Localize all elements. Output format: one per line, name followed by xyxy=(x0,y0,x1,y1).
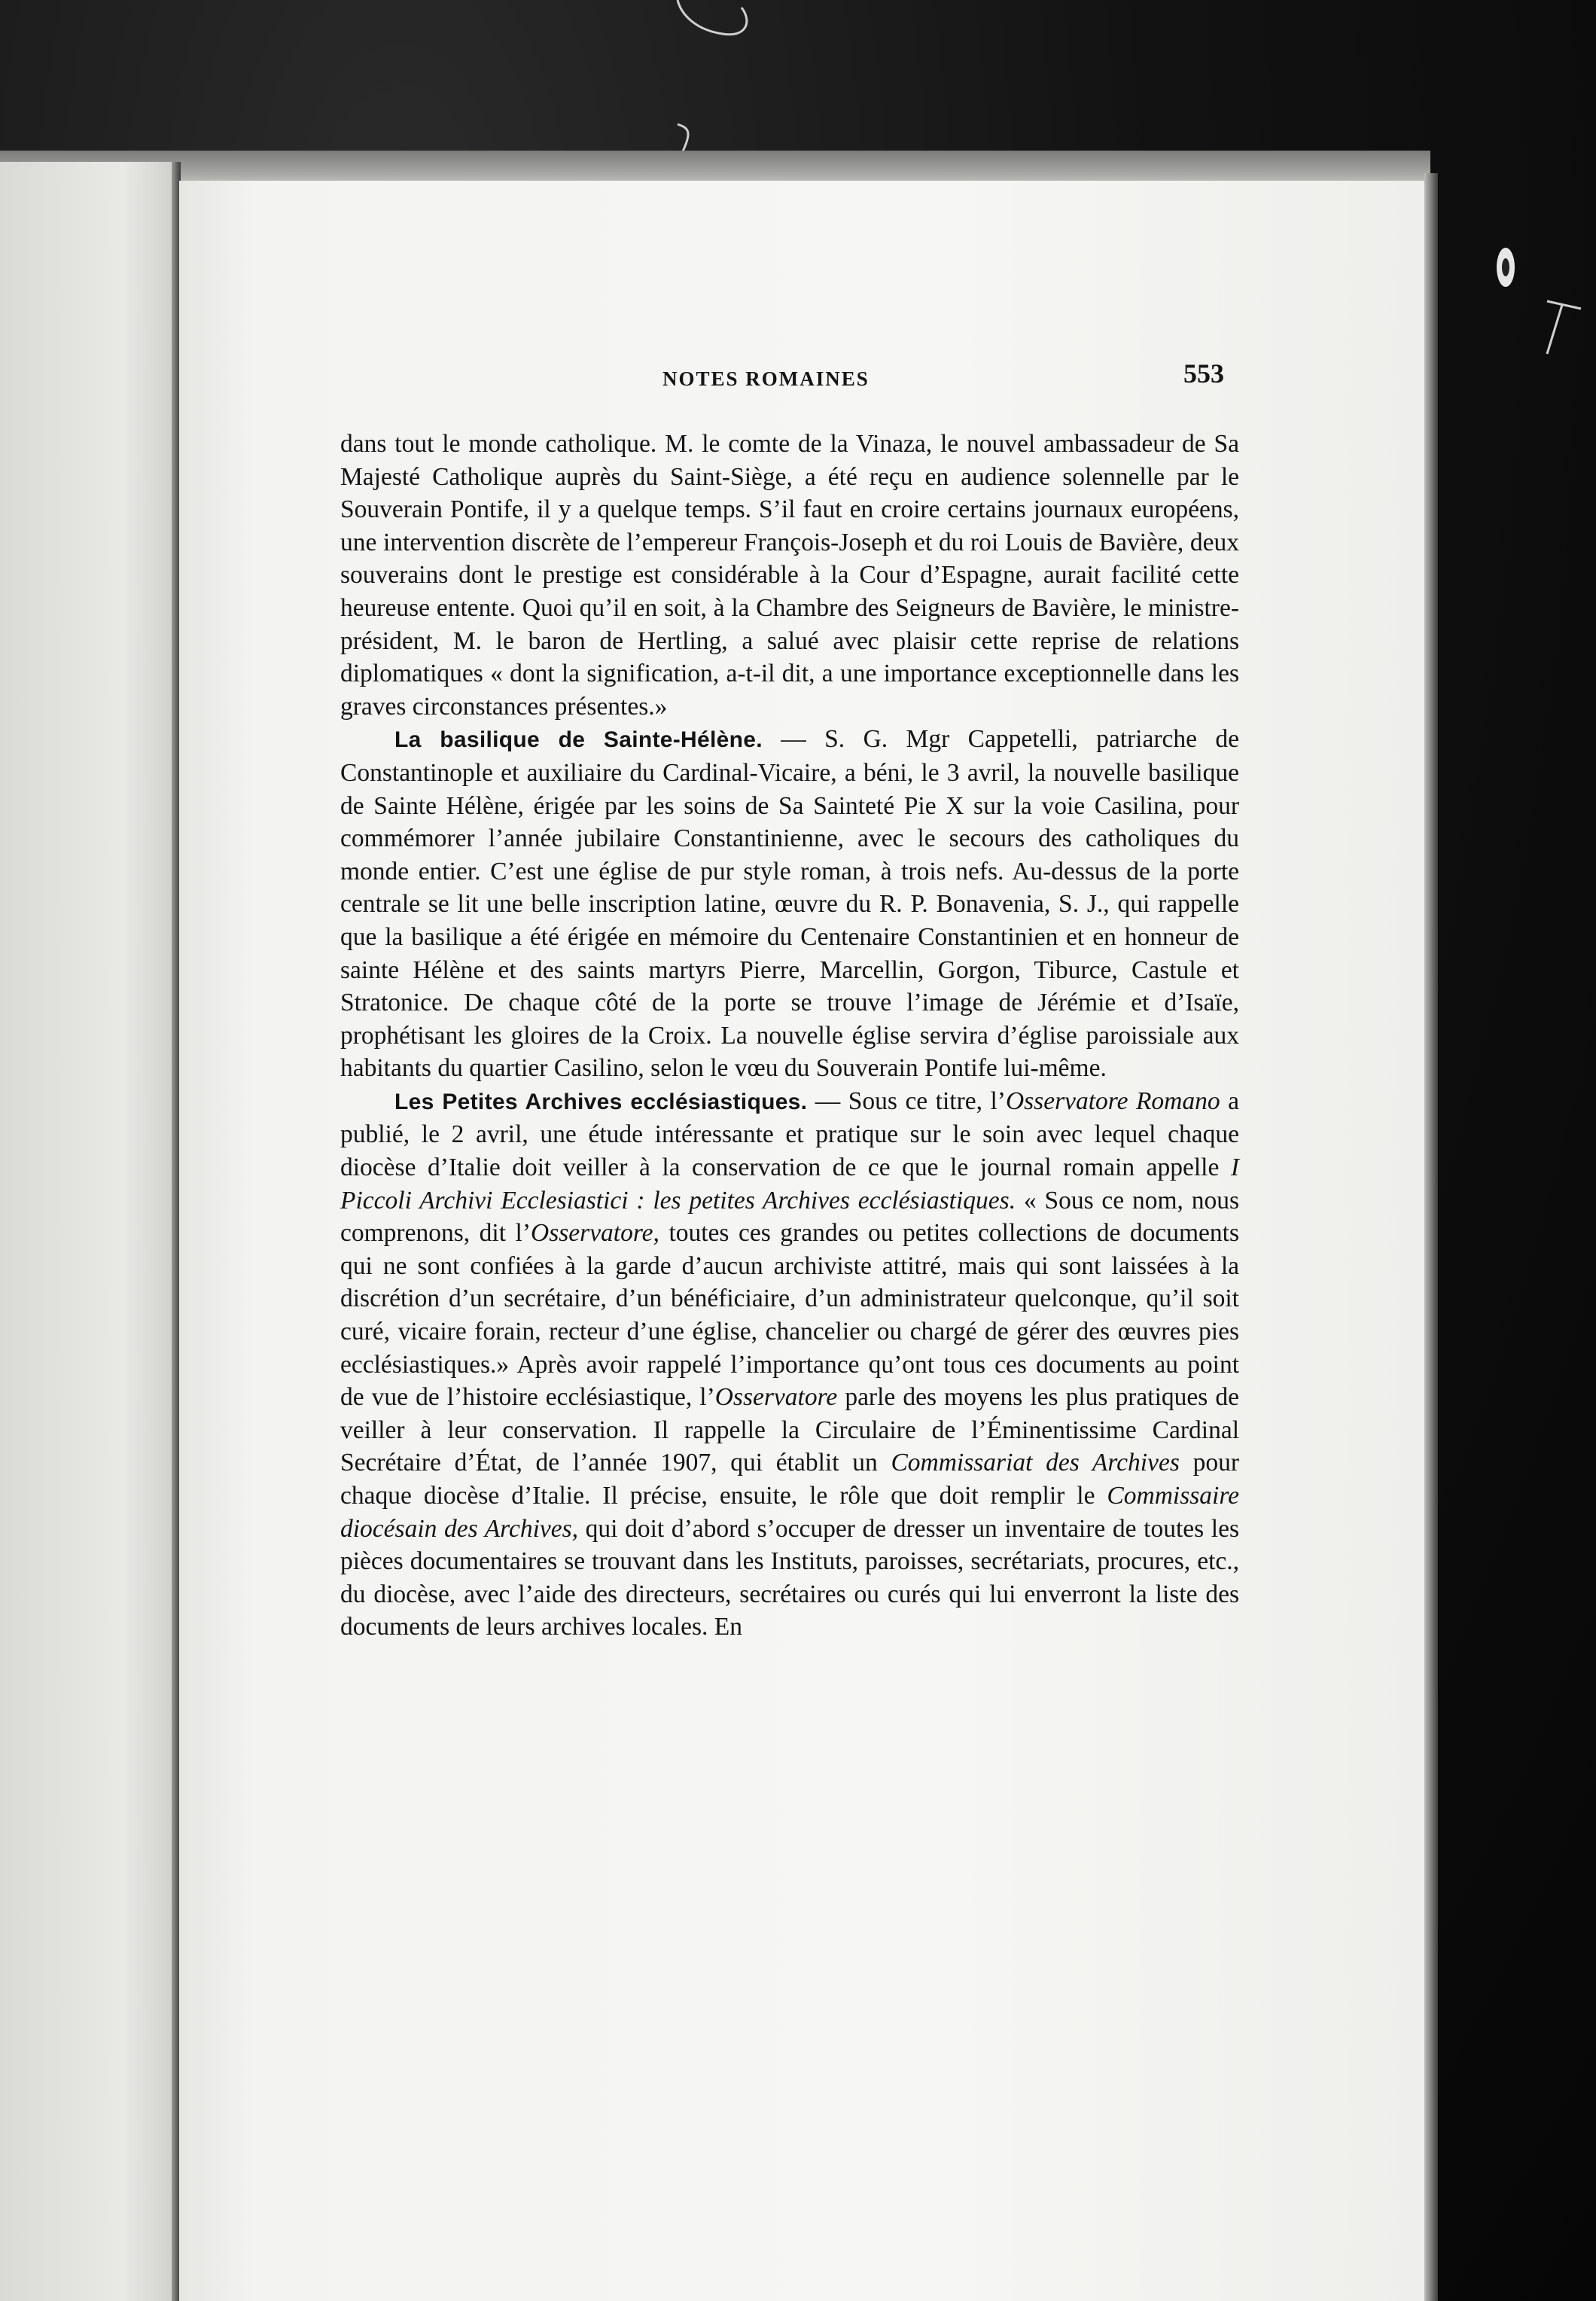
page-number: 553 xyxy=(1183,358,1224,389)
text-run: toutes ces grandes ou petites collections de documents qui ne sont confiées à la garde d’aucun archiviste attitré, mais qui sont laissées à la discrétion d’un secrétaire, d’un bénéficiaire, d’un administrateur quelconque, qu’il soit curé, vicaire forain, recteur d’une église, chancelier ou chargé de gérer des œuvres pies ecclésiastiques.» Après avoir rappelé l’importance qu’ont tous ces documents au point de vue de l’histoire ecclésiastique, l’ xyxy=(340,1219,1239,1412)
text-run: parle des moyens les plus pratiques de veiller à leur conservation. Il rappelle la Circulaire de l’Éminentissime Cardinal Secrétaire d’État, de l’année 1907, qui établit un xyxy=(340,1383,1239,1477)
page-right-edge xyxy=(1424,173,1438,2301)
section-heading-basilique: La basilique de Sainte-Hélène. xyxy=(394,727,763,753)
left-facing-page xyxy=(0,162,175,2301)
italic-run: Commissaire diocésain des Archives, xyxy=(340,1482,1239,1543)
text-run: a publié, le 2 avril, une étude intéressante et pratique sur le soin avec lequel chaque diocèse d’Italie doit veiller à la conservation de ce que le journal romain appelle xyxy=(340,1086,1239,1182)
paragraph-basilique-text: — S. G. Mgr Cappetelli, patriarche de Constantinople et auxiliaire du Cardinal-Vicaire, a béni, le 3 avril, la nouvelle basilique de Sainte Hélène, érigée par les soins de Sa Sainteté Pie X sur la voie Casilina, pour commémorer l’année jubilaire Constantinienne, avec le secours des catholiques du monde entier. C’est une église de pur style roman, à trois nefs. Au-dessus de la porte centrale se lit une belle inscription latine, œuvre du R. P. Bonavenia, S. J., qui rappelle que la basilique a été érigée en mémoire du Centenaire Constantinien et en honneur de sainte Hélène et des saints martyrs Pierre, Marcellin, Gorgon, Tiburce, Castule et Stratonice. De chaque côté de la porte se trouve l’image de Jérémie et d’Isaïe, prophétisant les gloires de la Croix. La nouvelle église servira d’église paroissiale aux habitants du quartier Casilino, selon le vœu du Souverain Pontife lui-même. xyxy=(340,725,1240,1083)
running-title: NOTES ROMAINES xyxy=(662,367,870,390)
article-text xyxy=(340,428,1239,1644)
film-mark-right xyxy=(1476,226,1596,392)
paragraph-continuation: dans tout le monde catholique. M. le comte de la Vinaza, le nouvel ambassadeur de Sa Majesté Catholique auprès du Saint-Siège, a été reçu en audience solennelle par le Souverain Pontife, il y a quelque temps. S’il faut en croire certains journaux européens, une intervention discrète de l’empereur François-Joseph et du roi Louis de Bavière, deux souverains dont le prestige est considérable à la Cour d’Espagne, aurait facilité cette heureuse entente. Quoi qu’il en soit, à la Chambre des Seigneurs de Bavière, le ministre-président, M. le baron de Hertling, a salué avec plaisir cette reprise de relations diplomatiques « dont la signification, a-t-il dit, a une importance exceptionnelle dans les graves circonstances présentes.» xyxy=(340,430,1239,721)
italic-run: I Piccoli Archivi Ecclesiastici : les petites Archives ecclésiastiques. xyxy=(340,1154,1239,1215)
section-heading-archives: Les Petites Archives ecclésiastiques. xyxy=(394,1089,808,1114)
text-run: — Sous ce titre, l’ xyxy=(807,1086,1006,1115)
text-run: pour chaque diocèse d’Italie. Il précise, ensuite, le rôle que doit remplir le xyxy=(340,1449,1240,1510)
paragraph-archives xyxy=(340,1085,1239,1644)
italic-run: Osservatore, xyxy=(531,1219,659,1248)
italic-run: Osservatore xyxy=(714,1383,838,1412)
text-run: qui doit d’abord s’occuper de dresser un inventaire de toutes les pièces documentaires se trouvant dans les Instituts, paroisses, secrétariats, procures, etc., du diocèse, avec l’aide des directeurs, secrétaires ou curés qui lui enverront la liste des documents de leurs archives locales. En xyxy=(340,1514,1239,1641)
paragraph-basilique xyxy=(340,723,1239,1085)
italic-run: Commissariat des Archives xyxy=(891,1449,1180,1477)
italic-run: Osservatore Romano xyxy=(1005,1086,1220,1115)
text-run: « Sous ce nom, nous comprenons, dit l’ xyxy=(340,1186,1240,1248)
